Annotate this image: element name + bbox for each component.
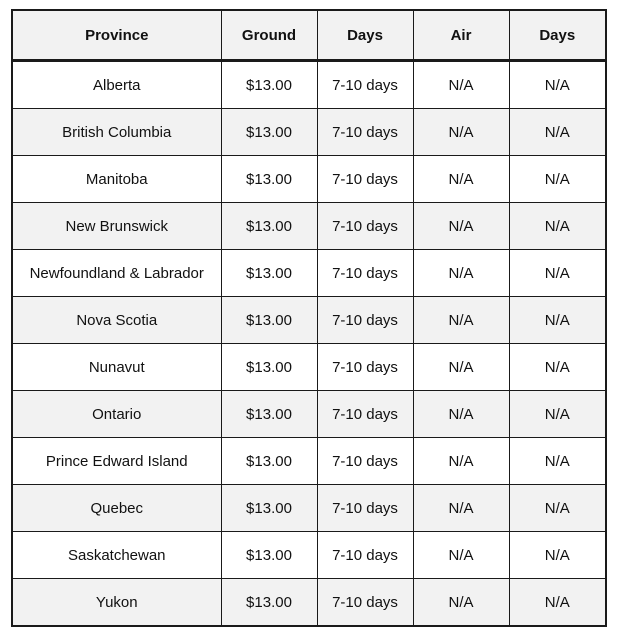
air-days-cell: N/A: [509, 485, 605, 532]
table-row: [13, 203, 605, 250]
air-days-cell: N/A: [509, 250, 605, 297]
air-days-cell: N/A: [509, 156, 605, 203]
air-price-cell: N/A: [413, 438, 509, 485]
ground-price-cell: $13.00: [221, 579, 317, 626]
ground-price-cell: $13.00: [221, 438, 317, 485]
table-row: [13, 532, 605, 579]
ground-price-cell: $13.00: [221, 61, 317, 109]
province-cell: Saskatchewan: [13, 532, 221, 579]
table-row: [13, 579, 605, 626]
air-days-cell: N/A: [509, 438, 605, 485]
ground-price-cell: $13.00: [221, 391, 317, 438]
ground-days-cell: 7-10 days: [317, 203, 413, 250]
ground-days-cell: 7-10 days: [317, 438, 413, 485]
table-row: [13, 391, 605, 438]
air-price-cell: N/A: [413, 250, 509, 297]
ground-days-cell: 7-10 days: [317, 532, 413, 579]
ground-days-cell: 7-10 days: [317, 61, 413, 109]
table-body: [13, 61, 605, 626]
ground-price-cell: $13.00: [221, 344, 317, 391]
ground-days-cell: 7-10 days: [317, 297, 413, 344]
province-cell: Nunavut: [13, 344, 221, 391]
air-price-cell: N/A: [413, 532, 509, 579]
table-row: [13, 344, 605, 391]
ground-price-cell: $13.00: [221, 109, 317, 156]
ground-days-cell: 7-10 days: [317, 109, 413, 156]
air-price-cell: N/A: [413, 485, 509, 532]
ground-price-cell: $13.00: [221, 532, 317, 579]
ground-days-cell: 7-10 days: [317, 391, 413, 438]
ground-price-cell: $13.00: [221, 485, 317, 532]
table-header: [13, 11, 605, 61]
ground-days-cell: 7-10 days: [317, 156, 413, 203]
header-ground-days: Days: [317, 11, 413, 61]
province-cell: New Brunswick: [13, 203, 221, 250]
ground-price-cell: $13.00: [221, 156, 317, 203]
air-price-cell: N/A: [413, 156, 509, 203]
air-price-cell: N/A: [413, 391, 509, 438]
air-days-cell: N/A: [509, 203, 605, 250]
header-province: Province: [13, 11, 221, 61]
air-days-cell: N/A: [509, 579, 605, 626]
ground-days-cell: 7-10 days: [317, 344, 413, 391]
table-row: [13, 156, 605, 203]
air-price-cell: N/A: [413, 579, 509, 626]
province-cell: Alberta: [13, 61, 221, 109]
header-ground: Ground: [221, 11, 317, 61]
ground-price-cell: $13.00: [221, 297, 317, 344]
table-row: [13, 61, 605, 109]
province-cell: Quebec: [13, 485, 221, 532]
air-days-cell: N/A: [509, 532, 605, 579]
province-cell: Yukon: [13, 579, 221, 626]
table-row: [13, 297, 605, 344]
ground-days-cell: 7-10 days: [317, 579, 413, 626]
province-cell: Ontario: [13, 391, 221, 438]
header-air: Air: [413, 11, 509, 61]
province-cell: British Columbia: [13, 109, 221, 156]
air-price-cell: N/A: [413, 297, 509, 344]
header-air-days: Days: [509, 11, 605, 61]
air-days-cell: N/A: [509, 344, 605, 391]
air-days-cell: N/A: [509, 297, 605, 344]
province-cell: Manitoba: [13, 156, 221, 203]
shipping-rates-table: [11, 9, 607, 627]
shipping-table: [13, 11, 605, 625]
ground-price-cell: $13.00: [221, 203, 317, 250]
ground-days-cell: 7-10 days: [317, 485, 413, 532]
ground-price-cell: $13.00: [221, 250, 317, 297]
air-days-cell: N/A: [509, 109, 605, 156]
table-row: [13, 109, 605, 156]
table-row: [13, 438, 605, 485]
air-price-cell: N/A: [413, 344, 509, 391]
header-row: [13, 11, 605, 61]
table-row: [13, 485, 605, 532]
air-price-cell: N/A: [413, 109, 509, 156]
air-price-cell: N/A: [413, 203, 509, 250]
province-cell: Newfoundland & Labrador: [13, 250, 221, 297]
province-cell: Prince Edward Island: [13, 438, 221, 485]
table-row: [13, 250, 605, 297]
ground-days-cell: 7-10 days: [317, 250, 413, 297]
air-days-cell: N/A: [509, 61, 605, 109]
province-cell: Nova Scotia: [13, 297, 221, 344]
air-price-cell: N/A: [413, 61, 509, 109]
air-days-cell: N/A: [509, 391, 605, 438]
